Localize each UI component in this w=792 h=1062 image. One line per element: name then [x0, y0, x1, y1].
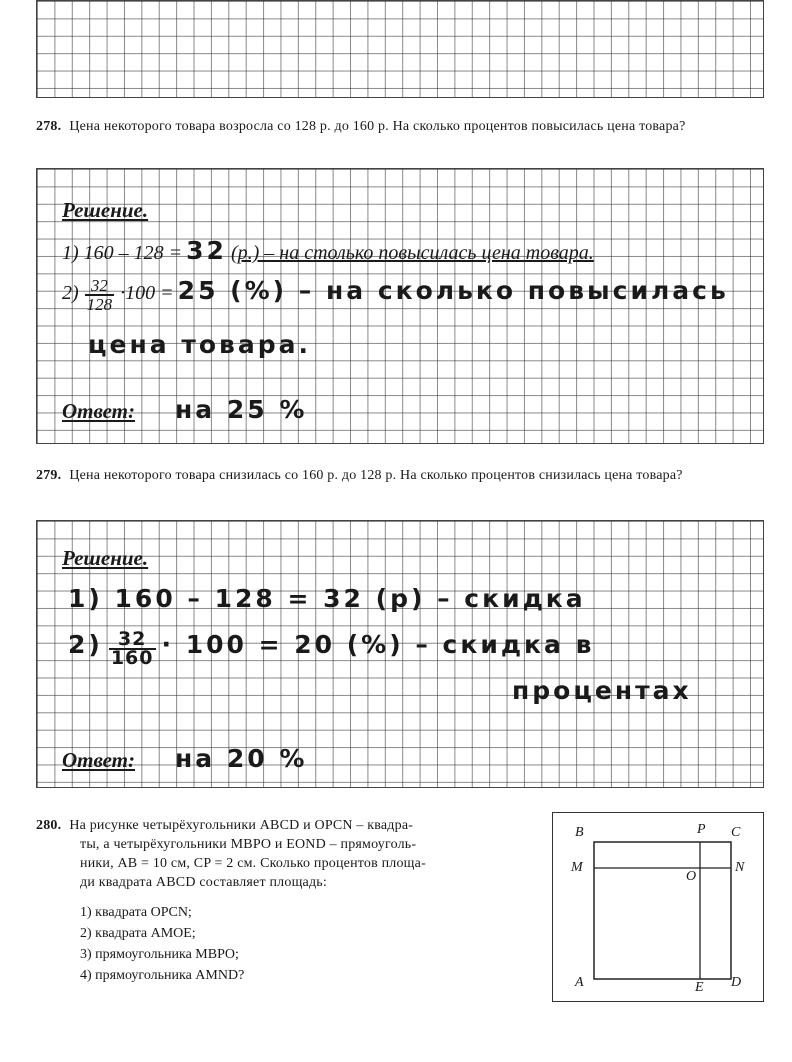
problem-text-line-4: ди квадрата ABCD составляет площадь: — [80, 875, 327, 890]
square-abcd — [594, 842, 731, 979]
answer-row — [62, 744, 307, 773]
step-2-answer: · 100 = 20 (%) – скидка в — [161, 630, 595, 659]
solution-label: Решение. — [62, 198, 149, 222]
step-2 — [62, 276, 729, 313]
fraction-denominator: 128 — [86, 295, 113, 315]
label-c: C — [731, 825, 741, 840]
list-item: 2) квадрата AMOE; — [80, 926, 196, 941]
problem-279 — [36, 466, 764, 485]
label-o: O — [686, 869, 697, 884]
answer-label: Ответ: — [62, 399, 135, 423]
fraction-denominator: 160 — [110, 647, 154, 670]
step-2-continuation: цена товара. — [88, 330, 311, 359]
label-d: D — [731, 975, 742, 990]
solution-label: Решение. — [62, 546, 149, 570]
label-b: B — [575, 825, 584, 840]
problem-text: Цена некоторого товара снизилась со 160 р. до 128 р. На сколько процентов снизилась цена товара? — [69, 468, 683, 483]
answer-value: на 20 % — [175, 744, 308, 773]
answer-row — [62, 395, 307, 424]
step-2-answer: 25 (%) – на сколько повысилась — [177, 276, 729, 305]
step-2-prefix: 2) — [62, 282, 79, 304]
answer-label: Ответ: — [62, 748, 135, 772]
problem-number: 279. — [36, 468, 62, 483]
step-1 — [62, 236, 594, 265]
problem-278 — [36, 117, 764, 136]
step-1-description: (р.) – на столько повысилась цена товара. — [230, 242, 594, 264]
step-2-prefix: 2) — [68, 630, 103, 659]
question-list — [80, 902, 244, 986]
list-item: 4) прямоугольника AMND? — [80, 968, 245, 983]
step-1-printed: 1) 160 – 128 = — [62, 242, 183, 264]
label-m: M — [571, 860, 583, 875]
step-1-answer: 32 — [186, 236, 227, 265]
answer-value: на 25 % — [175, 395, 308, 424]
list-item: 3) прямоугольника MBPO; — [80, 947, 239, 962]
step-2-fraction — [85, 277, 115, 313]
step-2-fraction — [109, 628, 156, 670]
step-1: 1) 160 – 128 = 32 (р) – скидка — [68, 584, 586, 613]
problem-number: 280. — [36, 818, 62, 833]
fraction-numerator: 32 — [109, 631, 156, 650]
problem-text-line-2: ты, а четырёхугольники MBPO и EOND – прямоуголь- — [80, 837, 417, 852]
step-2 — [68, 628, 595, 670]
list-item: 1) квадрата OPCN; — [80, 905, 192, 920]
problem-text: Цена некоторого товара возросла со 128 р. до 160 р. На сколько процентов повысилась цена товара? — [69, 119, 686, 134]
label-n: N — [735, 860, 745, 875]
problem-text-line-1: 280. На рисунке четырёхугольники ABCD и OPCN – квадра- — [36, 818, 414, 833]
problem-text-line-3: ники, AB = 10 см, CP = 2 см. Сколько процентов площа- — [80, 856, 426, 871]
label-a: A — [575, 975, 584, 990]
step-2-multiplier: ·100 = — [120, 282, 174, 304]
label-e: E — [695, 980, 704, 995]
label-p: P — [697, 822, 706, 837]
fraction-numerator: 32 — [85, 277, 115, 296]
problem-number: 278. — [36, 119, 62, 134]
top-answer-grid — [36, 0, 764, 98]
problem-280 — [36, 816, 536, 892]
step-2-continuation: процентах — [512, 676, 692, 705]
